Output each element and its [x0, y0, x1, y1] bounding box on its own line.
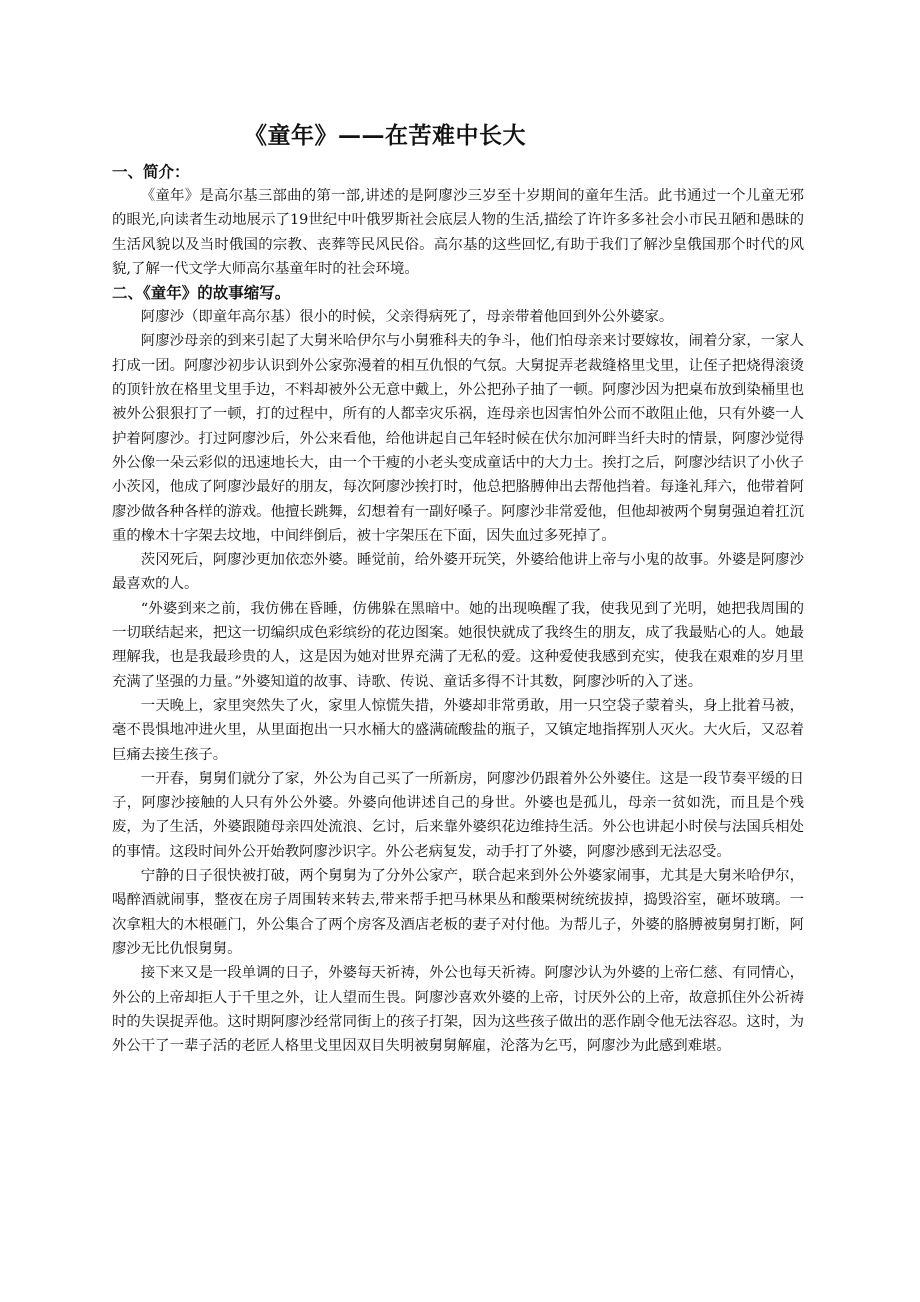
intro-paragraph: 《童年》是高尔基三部曲的第一部,讲述的是阿廖沙三岁至十岁期间的童年生活。此书通过一个儿童无邪的眼光,向读者生动地展示了19世纪中叶俄罗斯社会底层人物的生活,描绘了许许多多社会小市民丑陋和愚昧的生活风貌以及当时俄国的宗教、丧葬等民风民俗。高尔基的这些回忆,有助于我们了解沙皇俄国那个时代的风貌,了解一代文学大师高尔基童年时的社会环境。	[112, 188, 804, 277]
story-paragraph: 接下来又是一段单调的日子，外婆每天祈祷，外公也每天祈祷。阿廖沙认为外婆的上帝仁慈、有同情心，外公的上帝却拒人于千里之外，让人望而生畏。阿廖沙喜欢外婆的上帝，讨厌外公的上帝，故意抓住外公祈祷时的失误捉弄他。这时期阿廖沙经常同街上的孩子打架，因为这些孩子做出的恶作剧令他无法容忍。这时，为外公干了一辈子活的老匠人格里戈里因双目失明被舅舅解雇，沦落为乞丐，阿廖沙为此感到难堪。	[112, 965, 804, 1055]
document-title: 《童年》——在苦难中长大	[244, 122, 526, 149]
story-paragraph: 一天晚上，家里突然失了火，家里人惊慌失措，外婆却非常勇敢，用一只空袋子蒙着头，身上批着马被，毫不畏惧地冲进火里，从里面抱出一只水桶大的盛满硫酸盐的瓶子，又镇定地指挥别人灭火。大火后，又忍着巨痛去接生孩子。	[112, 697, 804, 763]
section-heading-intro: 一、简介：	[112, 163, 190, 181]
story-paragraph: 阿廖沙（即童年高尔基）很小的时候，父亲得病死了，母亲带着他回到外公外婆家。	[140, 309, 674, 326]
section-heading-story: 二、《童年》的故事缩写。	[112, 284, 291, 303]
story-paragraph: 一开春，舅舅们就分了家，外公为自己买了一所新房，阿廖沙仍跟着外公外婆住。这是一段节奏平缓的日子，阿廖沙接触的人只有外公外婆。外婆向他讲述自己的身世。外婆也是孤儿，母亲一贫如洗，而且是个残废，为了生活，外婆跟随母亲四处流浪、乞讨，后来靠外婆织花边维持生活。外公也讲起小时侯与法国兵相处的事情。这段时间外公开始教阿廖沙识字。外公老病复发，动手打了外婆，阿廖沙感到无法忍受。	[112, 770, 804, 860]
story-paragraph: 宁静的日子很快被打破，两个舅舅为了分外公家产，联合起来到外公外婆家闹事，尤其是大舅米哈伊尔，喝醉酒就闹事，整夜在房子周围转来转去,带来帮手把马林果丛和酸栗树统统拔掉，捣毁浴室，砸坏玻璃。一次拿粗大的木根砸门，外公集合了两个房客及酒店老板的妻子对付他。为帮儿子，外婆的胳膊被舅舅打断，阿廖沙无比仇恨舅舅。	[112, 868, 804, 957]
story-paragraph: 阿廖沙母亲的到来引起了大舅米哈伊尔与小舅雅科夫的争斗，他们怕母亲来讨要嫁妆，闹着分家，一家人打成一团。阿廖沙初步认识到外公家弥漫着的相互仇恨的气氛。大舅捉弄老裁缝格里戈里，让侄子把烧得滚烫的顶针放在格里戈里手边，不料却被外公无意中戴上，外公把孙子抽了一顿。阿廖沙因为把桌布放到染桶里也被外公狠狠打了一顿，打的过程中，所有的人都幸灾乐祸，连母亲也因害怕外公而不敢阻止他，只有外婆一人护着阿廖沙。打过阿廖沙后，外公来看他，给他讲起自己年轻时候在伏尔加河畔当纤夫时的情景，阿廖沙觉得外公像一朵云彩似的迅速地长大，由一个干瘦的小老头变成童话中的大力士。挨打之后，阿廖沙结识了小伙子小茨冈，他成了阿廖沙最好的朋友，每次阿廖沙挨打时，他总把胳膊伸出去帮他挡着。每逢礼拜六，他带着阿廖沙做各种各样的游戏。他擅长跳舞，幻想着有一副好嗓子。阿廖沙非常爱他，但他却被两个舅舅强迫着扛沉重的橡木十字架去坟地，中间绊倒后，被十字架压在下面，因失血过多死掉了。	[112, 333, 804, 544]
story-paragraph: 茨冈死后，阿廖沙更加依恋外婆。睡觉前，给外婆开玩笑，外婆给他讲上帝与小鬼的故事。外婆是阿廖沙最喜欢的人。	[112, 552, 804, 593]
story-paragraph: “外婆到来之前，我仿佛在昏睡，仿佛躲在黑暗中。她的出现唤醒了我，使我见到了光明，她把我周围的一切联结起来，把这一切编织成色彩缤纷的花边图案。她很快就成了我终生的朋友，成了我最贴心的人。她最理解我，也是我最珍贵的人，这是因为她对世界充满了无私的爱。这种爱使我感到充实，使我在艰难的岁月里充满了坚强的力量。”外婆知道的故事、诗歌、传说、童话多得不计其数，阿廖沙听的入了迷。	[112, 600, 804, 690]
document-body	[112, 118, 804, 1058]
